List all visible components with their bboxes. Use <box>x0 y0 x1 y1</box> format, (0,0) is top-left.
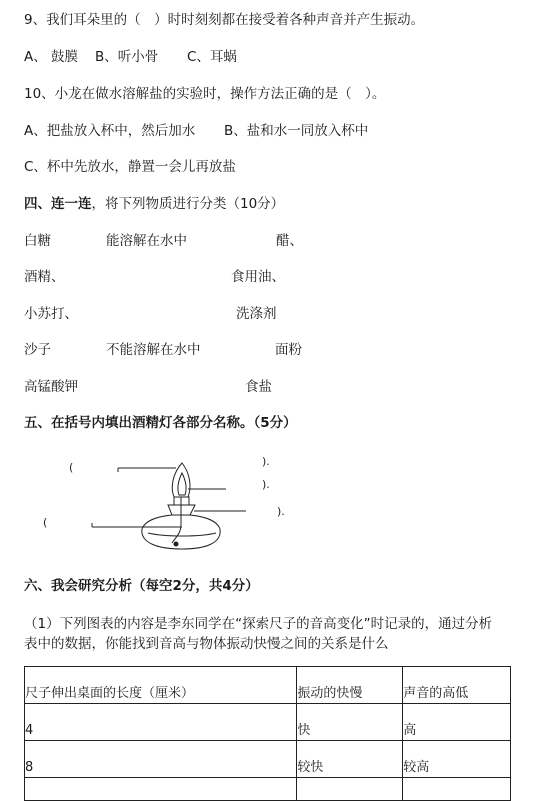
left-item-baking-soda: 小苏打、 <box>24 306 78 322</box>
right-item-flour: 面粉 <box>275 342 302 358</box>
right-item-salt: 食盐 <box>245 379 272 395</box>
left-item-sand: 沙子 <box>24 342 51 358</box>
left-item-alcohol: 酒精、 <box>24 269 65 285</box>
category-insoluble: 不能溶解在水中 <box>106 342 201 358</box>
lamp-liquid-level <box>148 533 216 536</box>
q10-stem: 10、小龙在做水溶解盐的实验时，操作方法正确的是（ ）。 <box>24 86 386 102</box>
right-item-vinegar: 醋、 <box>276 233 303 249</box>
q9-option-a: A、 鼓膜 <box>24 49 79 65</box>
section6-title: 六、我会研究分析（每空2分，共4分） <box>24 578 259 594</box>
q10-option-c: C、杯中先放水，静置一会儿再放盐 <box>24 159 236 175</box>
table-cell <box>403 778 511 801</box>
lamp-flame-inner <box>178 473 186 495</box>
right-item-detergent: 洗涤剂 <box>236 306 277 322</box>
table-header-cell: 声音的高低 <box>403 667 511 704</box>
section4-title: 四、连一连 <box>24 196 92 212</box>
category-soluble: 能溶解在水中 <box>106 233 187 249</box>
table-row <box>25 741 511 778</box>
table-row <box>25 778 511 801</box>
section4-heading <box>24 192 284 212</box>
blank-open-1: ( <box>69 461 74 474</box>
q10-option-a: A、把盐放入杯中，然后加水 <box>24 123 196 139</box>
table-cell <box>297 778 403 801</box>
table-header-cell: 振动的快慢 <box>297 667 403 704</box>
lamp-base-dot <box>174 542 179 547</box>
section6-prompt-line2: 表中的数据，你能找到音高与物体振动快慢之间的关系是什么 <box>24 636 389 652</box>
section6-prompt-line1: （1）下列图表的内容是李东同学在“探索尺子的音高变化”时记录的，通过分析 <box>24 616 493 632</box>
q10-option-b: B、盐和水一同放入杯中 <box>224 123 369 139</box>
table-cell: 8 <box>25 741 297 778</box>
table-cell <box>25 778 297 801</box>
right-item-cooking-oil: 食用油、 <box>231 269 285 285</box>
left-item-sugar: 白糖 <box>24 233 51 249</box>
alcohol-lamp-diagram <box>40 453 305 553</box>
table-header-row <box>25 667 511 704</box>
table-cell: 快 <box>297 704 403 741</box>
section5-title: 五、在括号内填出酒精灯各部分名称。（5分） <box>24 415 297 431</box>
ruler-pitch-table <box>24 666 511 801</box>
blank-close-2: ). <box>262 478 270 491</box>
blank-close-3: ). <box>277 505 285 518</box>
blank-open-4: ( <box>43 516 48 529</box>
section4-instruction: ，将下列物质进行分类（10分） <box>91 196 285 212</box>
table-row <box>25 704 511 741</box>
table-cell: 4 <box>25 704 297 741</box>
table-header-cell: 尺子伸出桌面的长度（厘米） <box>25 667 297 704</box>
table-cell: 高 <box>403 704 511 741</box>
q9-option-c: C、耳蜗 <box>187 49 237 65</box>
left-item-potassium-permanganate: 高锰酸钾 <box>24 379 78 395</box>
table-cell: 较高 <box>403 741 511 778</box>
q9-stem: 9、我们耳朵里的（ ）时时刻刻都在接受着各种声音并产生振动。 <box>24 12 425 28</box>
table-cell: 较快 <box>297 741 403 778</box>
q9-option-b: B、听小骨 <box>95 49 159 65</box>
blank-close-1: ). <box>262 455 270 468</box>
